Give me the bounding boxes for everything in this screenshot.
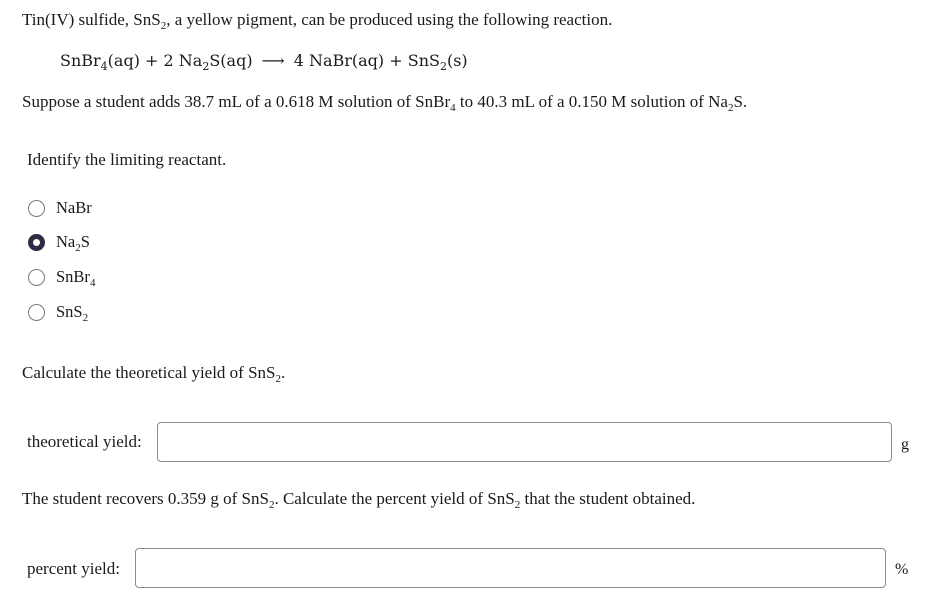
option-sns2-label: SnS$_2$: [56, 302, 89, 324]
option-snbr4-label: SnBr$_4$: [56, 267, 96, 289]
percent-yield-unit: %: [895, 561, 909, 578]
percent-yield-input[interactable]: [135, 548, 886, 588]
eq-reactant-2-rest: S(aq): [209, 51, 253, 70]
eq-reactant-2-sub: 2: [202, 60, 210, 73]
suppose-part-1: Suppose a student adds 38.7 mL of a 0.618 M solution of SnBr: [22, 92, 451, 111]
suppose-part-2: to 40.3 mL of a 0.150 M solution of Na: [455, 92, 728, 111]
suppose-sub-2: 2: [727, 102, 734, 114]
theoretical-yield-unit: g: [901, 436, 909, 453]
q3-sub-1: 2: [268, 499, 275, 511]
q2-prompt-tail: .: [281, 363, 286, 382]
percent-yield-label: percent yield:: [27, 559, 120, 578]
option-snbr4[interactable]: [28, 265, 95, 289]
suppose-text: [22, 92, 747, 112]
option-na2s-label: $Na_2S$: [56, 232, 90, 254]
eq-product-2-sub: 2: [439, 60, 447, 73]
option-na2s[interactable]: [28, 230, 90, 254]
percent-yield-prompt: [22, 489, 695, 509]
limiting-reactant-prompt: Identify the limiting reactant.: [27, 150, 227, 169]
q3-part-1: The student recovers 0.359 g of SnS: [22, 489, 269, 508]
theoretical-yield-label: theoretical yield:: [27, 432, 142, 451]
intro-rest: , a yellow pigment, can be produced using the following reaction.: [166, 10, 613, 29]
q3-part-3: that the student obtained.: [520, 489, 696, 508]
q3-part-2: . Calculate the percent yield of SnS: [274, 489, 515, 508]
radio-snbr4[interactable]: [28, 269, 45, 286]
suppose-part-3: S.: [733, 92, 748, 111]
radio-nabr[interactable]: [28, 200, 45, 217]
eq-reactant-1-sub: 4: [100, 60, 108, 73]
q2-prompt-sub: 2: [275, 373, 282, 385]
radio-na2s[interactable]: [28, 234, 45, 251]
eq-product-2-state: (s): [446, 51, 468, 70]
reaction-arrow-icon: ⟶: [261, 51, 285, 70]
option-nabr[interactable]: [28, 196, 92, 220]
option-sns2[interactable]: [28, 300, 88, 324]
intro-compound: Tin(IV) sulfide, SnS: [22, 10, 161, 29]
eq-reactant-1-state: (aq) + 2 Na: [107, 51, 203, 70]
radio-sns2[interactable]: [28, 304, 45, 321]
eq-product-1: 4 NaBr(aq) + SnS: [293, 51, 440, 70]
q3-sub-2: 2: [514, 499, 521, 511]
option-nabr-label: NaBr: [56, 198, 92, 217]
intro-compound-sub: 2: [160, 20, 167, 32]
theoretical-yield-prompt: [22, 363, 285, 383]
q2-prompt-text: Calculate the theoretical yield of SnS: [22, 363, 276, 382]
reaction-equation: [60, 51, 468, 73]
eq-reactant-1: SnBr: [60, 51, 101, 70]
intro-text: [22, 10, 612, 30]
suppose-sub-1: 4: [450, 102, 456, 114]
theoretical-yield-input[interactable]: [157, 422, 892, 462]
